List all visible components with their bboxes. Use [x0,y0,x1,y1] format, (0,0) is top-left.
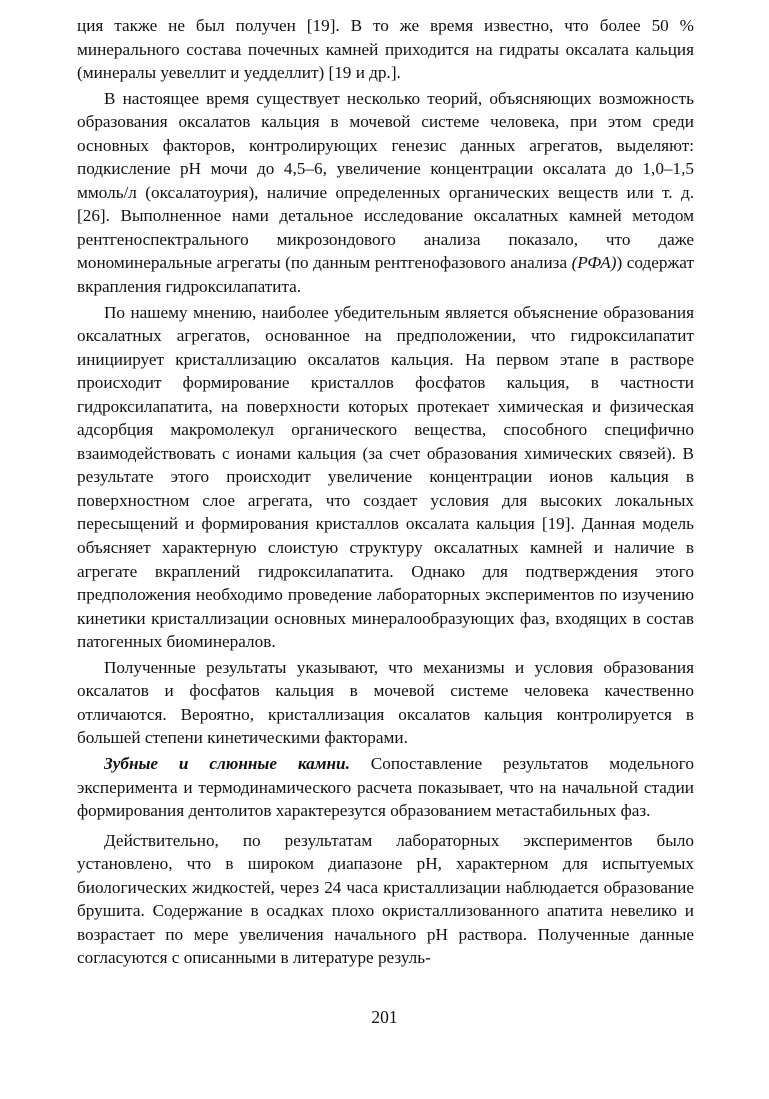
paragraph-lab-experiments [77,829,694,970]
paragraph-oxalate-theories [77,87,694,299]
page-number: 201 [371,1007,398,1027]
paragraph-text: Сопоставление результатов модельного эксперимента и термодинамического расчета показывает, что на начальной стадии формирования дентолитов характерезутся образованием метастабильных фаз. [77,753,694,821]
paragraph-text-tail: ) содержат вкрапления гидроксилапатита. [77,253,694,297]
section-heading: Зубные и слюнные камни. [104,753,350,773]
paragraph-results [77,656,694,750]
paragraph-text: По нашему мнению, наиболее убедительным является объяснение образования оксалатных агрегатов, основанное на предположении, что гидроксилапатит инициирует кристаллизацию оксалатов кальция. На первом этапе в растворе происходит формирование кристаллов фосфатов кальция, в частности гидроксилапатита, на поверхности которых протекает химическая и физическая адсорбция макромолекул органического вещества, способного специфично взаимодействовать с ионами кальция (за счет образования химических связей). В результате этого происходит увеличение концентрации ионов кальция в поверхностном слое агрегата, что создает условия для высоких локальных пересыщений и формирования кристаллов оксалата кальция [19]. Данная модель объясняет характерную слоистую структуру оксалатных камней и наличие в агрегате вкраплений гидроксилапатита. Однако для подтверждения этого предположения необходимо проведение лабораторных экспериментов по изучению кинетики кристаллизации основных минералообразующих фаз, входящих в состав патогенных биоминералов. [77,302,694,652]
paragraph-text: ция также не был получен [19]. В то же время известно, что более 50 % минерального состава почечных камней приходится на гидраты оксалата кальция (минералы уевеллит и уедделлит) [19 и др.]. [77,16,694,83]
paragraph-text: Действительно, по результатам лабораторных экспериментов было установлено, что в широком диапазоне рН, характерном для испытуемых биологических жидкостей, через 24 часа кристаллизации наблюдается образование брушита. Содержание в осадках плохо окристаллизованного апатита невелико и возрастает по мере увеличения начального рН раствора. Полученные данные согласуются с описанными в литературе резуль- [77,830,694,968]
paragraph-hydroxylapatite-model [77,301,694,654]
paragraph-continuation [77,14,694,85]
document-body [77,14,694,970]
paragraph-dental-stones [77,752,694,823]
paragraph-text: Полученные результаты указывают, что механизмы и условия образования оксалатов и фосфатов кальция в мочевой системе человека качественно отличаются. Вероятно, кристаллизация оксалатов кальция контролируется в большей степени кинетическими факторами. [77,657,694,748]
paragraph-text: В настоящее время существует несколько теорий, объясняющих возможность образования оксалатов кальция в мочевой системе человека, при этом среди основных факторов, контролирующих генезис данных агрегатов, выделяют: подкисление рН мочи до 4,5–6, увеличение концентрации оксалата до 1,0–1,5 ммоль/л (оксалатоурия), наличие определенных органических веществ или т. д. [26]. Выполненное нами детальное исследование оксалатных камней методом рентгеноспектрального микрозондового анализа показало, что даже мономинеральные агрегаты (по данным рентгенофазового анализа [77,88,694,273]
rfa-abbreviation: (РФА) [571,253,617,273]
